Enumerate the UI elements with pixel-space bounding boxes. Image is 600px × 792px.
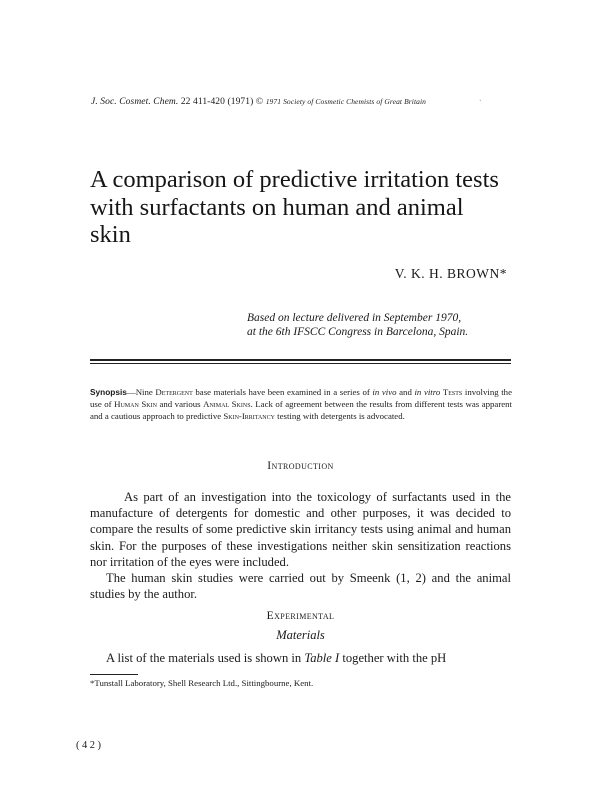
synopsis-keyword: Human Skin: [114, 399, 157, 409]
article-title: A comparison of predictive irritation tests with surfactants on human and animal skin: [90, 166, 499, 248]
lecture-note-line-2: at the 6th IFSCC Congress in Barcelona, Spain.: [247, 326, 469, 338]
header-rule-thin: [90, 363, 511, 364]
synopsis: [90, 386, 512, 422]
synopsis-text: testing with detergents is advocated.: [274, 411, 405, 421]
lecture-note-line-1: Based on lecture delivered in September 1970,: [247, 312, 462, 324]
section-heading-introduction: Introduction: [267, 460, 334, 472]
synopsis-italic: in vitro: [414, 387, 441, 397]
synopsis-text: involving the use of: [90, 387, 512, 409]
citation-volume-pages: 22 411-420 (1971): [180, 97, 254, 107]
synopsis-keyword: Skin-Irritancy: [223, 411, 275, 421]
synopsis-italic: in vivo: [372, 387, 397, 397]
introduction-body: [90, 489, 511, 602]
section-heading-experimental: Experimental: [266, 610, 335, 622]
synopsis-text: —Nine: [126, 387, 156, 397]
synopsis-text: . Lack of agreement between the results from different tests was apparent and a cautious approach to predictive: [90, 399, 512, 421]
materials-body: [90, 650, 511, 666]
journal-citation: [91, 97, 426, 107]
author-name: V. K. H. BROWN*: [394, 266, 507, 281]
synopsis-keyword: Animal Skins: [203, 399, 251, 409]
synopsis-text: and various: [156, 399, 204, 409]
header-rule-thick: [90, 359, 511, 361]
materials-text: A list of the materials used is shown in: [106, 651, 305, 665]
footnote-rule: [90, 674, 138, 675]
copyright-symbol: ©: [255, 97, 264, 107]
lecture-note: [247, 311, 468, 339]
synopsis-label: Synopsis: [90, 387, 127, 397]
footnote: *Tunstall Laboratory, Shell Research Ltd., Sittingbourne, Kent.: [90, 678, 314, 688]
page-number: (42): [76, 740, 104, 751]
journal-name: J. Soc. Cosmet. Chem.: [91, 97, 179, 107]
intro-paragraph-1: As part of an investigation into the toxicology of surfactants used in the manufacture of detergents for domestic and other purposes, it was decided to compare the results of some predictive skin irritancy tests using animal and human skin. For the purposes of these investigations neither skin sensitization reactions nor irritation of the eyes were included.: [90, 490, 511, 569]
subsection-heading-materials: Materials: [276, 628, 325, 642]
intro-paragraph-2: The human skin studies were carried out by Smeenk (1, 2) and the animal studies by the author.: [90, 571, 511, 602]
table-reference: Table I: [304, 651, 340, 665]
synopsis-text: and: [396, 387, 415, 397]
synopsis-text: base materials have been examined in a series of: [192, 387, 373, 397]
synopsis-keyword: Detergent: [155, 387, 193, 397]
society-line: 1971 Society of Cosmetic Chemists of Great Britain: [265, 97, 427, 106]
synopsis-keyword: Tests: [442, 387, 463, 397]
materials-paragraph: [90, 650, 511, 666]
corner-mark: ˎ: [479, 92, 482, 101]
materials-text: together with the pH: [339, 651, 447, 665]
